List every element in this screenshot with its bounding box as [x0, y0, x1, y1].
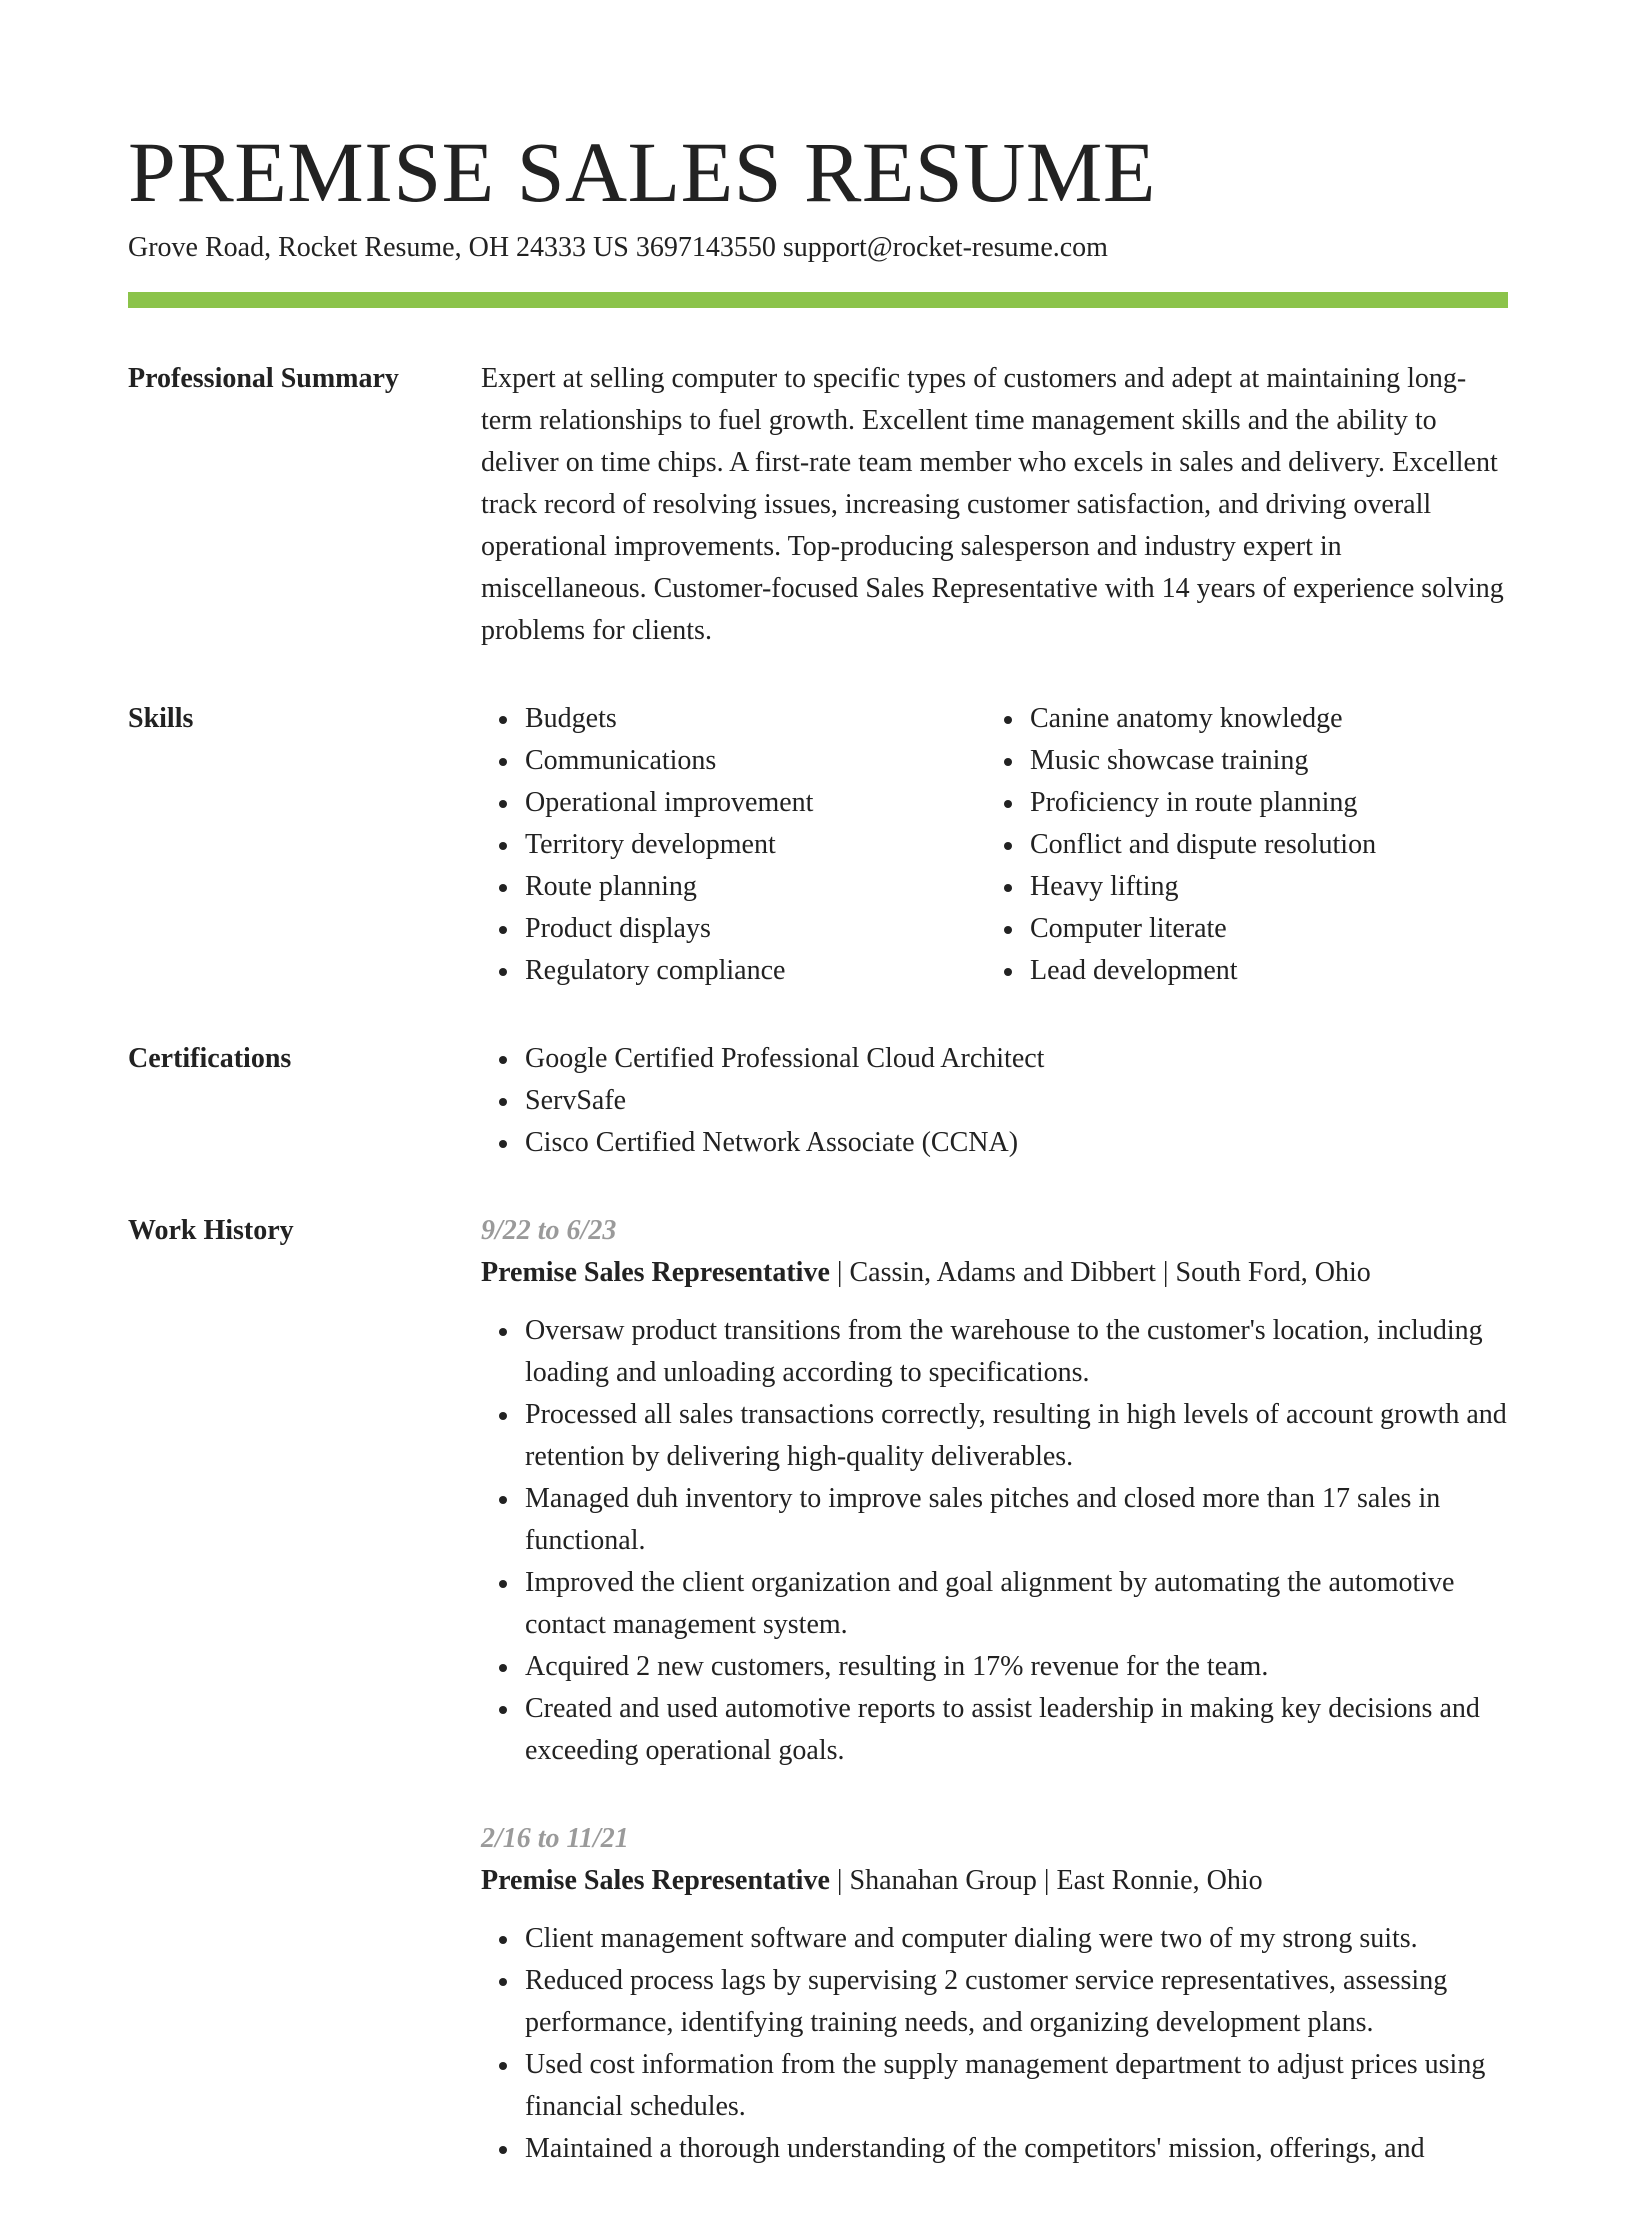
job-title: Premise Sales Representative: [481, 1865, 830, 1896]
certification-item: Cisco Certified Network Associate (CCNA): [525, 1122, 1508, 1164]
resume-page: [128, 0, 1508, 2216]
skills-column-left: [481, 698, 986, 992]
resume-title: PREMISE SALES RESUME: [128, 124, 1156, 220]
job-bullet: Reduced process lags by supervising 2 customer service representatives, assessing performance, identifying training needs, and organizing development plans.: [525, 1960, 1508, 2044]
job-bullet: Oversaw product transitions from the warehouse to the customer's location, including loading and unloading according to specifications.: [525, 1310, 1508, 1394]
job-bullet: Created and used automotive reports to assist leadership in making key decisions and exceeding operational goals.: [525, 1688, 1508, 1772]
job-dates: 9/22 to 6/23: [481, 1215, 617, 1246]
work-history-body: [481, 1210, 1508, 2216]
job-title-line: [481, 1252, 1508, 1294]
header-divider: [128, 292, 1508, 308]
summary-text: Expert at selling computer to specific types of customers and adept at maintaining long-term relationships to fuel growth. Excellent time management skills and the ability to deliver on time chips. A first-rate team member who excels in sales and delivery. Excellent track record of resolving issues, increasing customer satisfaction, and driving overall operational improvements. Top-producing salesperson and industry expert in miscellaneous. Customer-focused Sales Representative with 14 years of experience solving problems for clients.: [481, 363, 1504, 646]
job-dates: 2/16 to 11/21: [481, 1823, 629, 1854]
job-bullet: Improved the client organization and goal alignment by automating the automotive contact management system.: [525, 1562, 1508, 1646]
skill-item: Proficiency in route planning: [1030, 782, 1491, 824]
job-bullets: [481, 1310, 1508, 1772]
job-bullet: Maintained a thorough understanding of the competitors' mission, offerings, and: [525, 2128, 1508, 2170]
skills-body: [481, 698, 1508, 992]
job-entry: [481, 1210, 1508, 1772]
skill-item: Territory development: [525, 824, 986, 866]
summary-heading: Professional Summary: [128, 363, 399, 394]
job-employer-location: | Cassin, Adams and Dibbert | South Ford, Ohio: [829, 1257, 1371, 1288]
skill-item: Route planning: [525, 866, 986, 908]
job-bullet: Client management software and computer dialing were two of my strong suits.: [525, 1918, 1508, 1960]
summary-body: [481, 358, 1508, 652]
skill-item: Computer literate: [1030, 908, 1491, 950]
job-entry: [481, 1818, 1508, 2170]
job-bullet: Acquired 2 new customers, resulting in 17% revenue for the team.: [525, 1646, 1508, 1688]
skill-item: Communications: [525, 740, 986, 782]
skill-item: Music showcase training: [1030, 740, 1491, 782]
skill-item: Operational improvement: [525, 782, 986, 824]
certifications-section: [128, 1038, 1508, 1164]
skill-item: Regulatory compliance: [525, 950, 986, 992]
skill-item: Conflict and dispute resolution: [1030, 824, 1491, 866]
job-bullet: Used cost information from the supply management department to adjust prices using financial schedules.: [525, 2044, 1508, 2128]
skill-item: Lead development: [1030, 950, 1491, 992]
skill-item: Product displays: [525, 908, 986, 950]
certifications-body: [481, 1038, 1508, 1164]
job-bullet: Managed duh inventory to improve sales pitches and closed more than 17 sales in functional.: [525, 1478, 1508, 1562]
skills-section: [128, 698, 1508, 992]
work-history-section: [128, 1210, 1508, 2216]
skill-item: Budgets: [525, 698, 986, 740]
skill-item: Canine anatomy knowledge: [1030, 698, 1491, 740]
summary-section: [128, 358, 1508, 652]
certifications-heading: Certifications: [128, 1043, 292, 1074]
skills-columns: [481, 698, 1508, 992]
contact-info: Grove Road, Rocket Resume, OH 24333 US 3697143550 support@rocket-resume.com: [128, 232, 1108, 263]
certifications-list: [481, 1038, 1508, 1164]
certification-item: ServSafe: [525, 1080, 1508, 1122]
job-bullet: Processed all sales transactions correctly, resulting in high levels of account growth and retention by delivering high-quality deliverables.: [525, 1394, 1508, 1478]
work-history-heading: Work History: [128, 1215, 294, 1246]
job-bullets: [481, 1918, 1508, 2170]
skills-column-right: [986, 698, 1491, 992]
skill-item: Heavy lifting: [1030, 866, 1491, 908]
skills-list-right: [986, 698, 1491, 992]
skills-list-left: [481, 698, 986, 992]
certification-item: Google Certified Professional Cloud Architect: [525, 1038, 1508, 1080]
job-title: Premise Sales Representative: [481, 1257, 830, 1288]
skills-heading: Skills: [128, 703, 194, 734]
job-employer-location: | Shanahan Group | East Ronnie, Ohio: [829, 1865, 1263, 1896]
job-title-line: [481, 1860, 1508, 1902]
